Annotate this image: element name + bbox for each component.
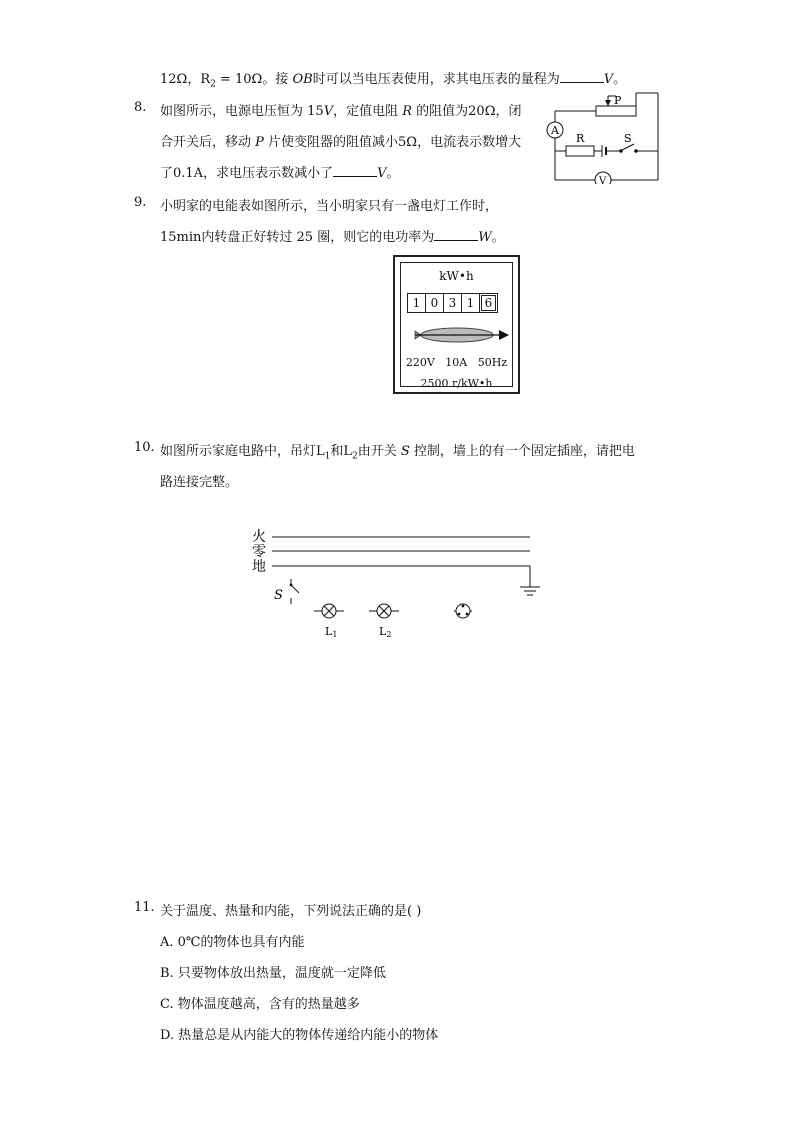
lamp-l2-label: L2 [379,625,392,639]
q8-line1: 如图所示，电源电压恒为 15V，定值电阻 R 的阻值为20Ω，闭 [160,104,522,119]
q10-number: 10. [134,440,155,455]
q10-line1: 如图所示家庭电路中，吊灯$L_1$和$L_2$由开关 S 控制，墙上的有一个固定插座，请把电 [160,444,635,462]
q11-option-b[interactable]: B. 只要物体放出热量，温度就一定降低 [160,966,386,981]
q9-number: 9. [134,195,147,210]
q7-line: 12Ω，$R_2 = 10\Omega$。接 OB时可以当电压表使用，求其电压表的量程为 V。 [160,72,627,90]
q8-line3: 了0.1A，求电压表示数减小了 V。 [160,166,400,181]
switch-label: S [274,588,283,603]
q8-circuit-diagram [540,88,665,184]
socket-pin [458,613,461,616]
live-wire-label: 火 [252,529,266,545]
q8-line2: 合开关后，移动 P 片使变阻器的阻值减小5Ω，电流表示数增大 [160,135,522,150]
switch-contact [290,584,293,587]
neutral-wire-label: 零 [252,544,266,560]
q8-number: 8. [134,100,147,115]
meter-rate: 2500 r/kW•h [420,377,493,390]
q10-line2: 路连接完整。 [160,475,239,490]
q11-number: 11. [134,900,155,915]
energy-meter [393,255,520,394]
socket-pin [462,605,465,608]
q11-stem: 关于温度、热量和内能，下列说法正确的是( ) [160,904,422,919]
energy-meter-inner-frame [400,262,513,390]
answer-blank[interactable] [434,228,478,241]
meter-digit: 1 [408,294,426,312]
meter-digit: 1 [462,294,480,312]
q11-option-c[interactable]: C. 物体温度越高，含有的热量越多 [160,997,360,1012]
q9-line1: 小明家的电能表如图所示，当小明家只有一盏电灯工作时， [160,199,499,214]
lamp-l1-label: L1 [325,625,338,639]
socket-pin [466,613,469,616]
household-circuit-diagram [250,525,550,645]
rheostat-label: P [614,94,622,107]
ammeter-label: A [551,124,559,137]
voltmeter-label: V [599,176,607,184]
meter-digit: 0 [426,294,444,312]
meter-digit: 3 [444,294,462,312]
answer-blank[interactable] [560,70,604,83]
meter-disc-icon [411,323,511,347]
q9-line2: 15min内转盘正好转过 25 圈，则它的电功率为 W。 [160,230,505,245]
q11-option-a[interactable]: A. 0℃的物体也具有内能 [160,935,305,950]
meter-digit-decimal: 6 [480,294,497,312]
q11-option-d[interactable]: D. 热量总是从内能大的物体传递给内能小的物体 [160,1028,439,1043]
meter-spec: 220V 10A 50Hz [405,356,508,369]
meter-digit-row [407,293,498,313]
meter-unit: kW•h [439,269,474,283]
earth-wire-label: 地 [252,559,266,575]
resistor-label: R [576,132,585,145]
answer-blank[interactable] [333,164,377,177]
switch-label: S [624,132,632,145]
